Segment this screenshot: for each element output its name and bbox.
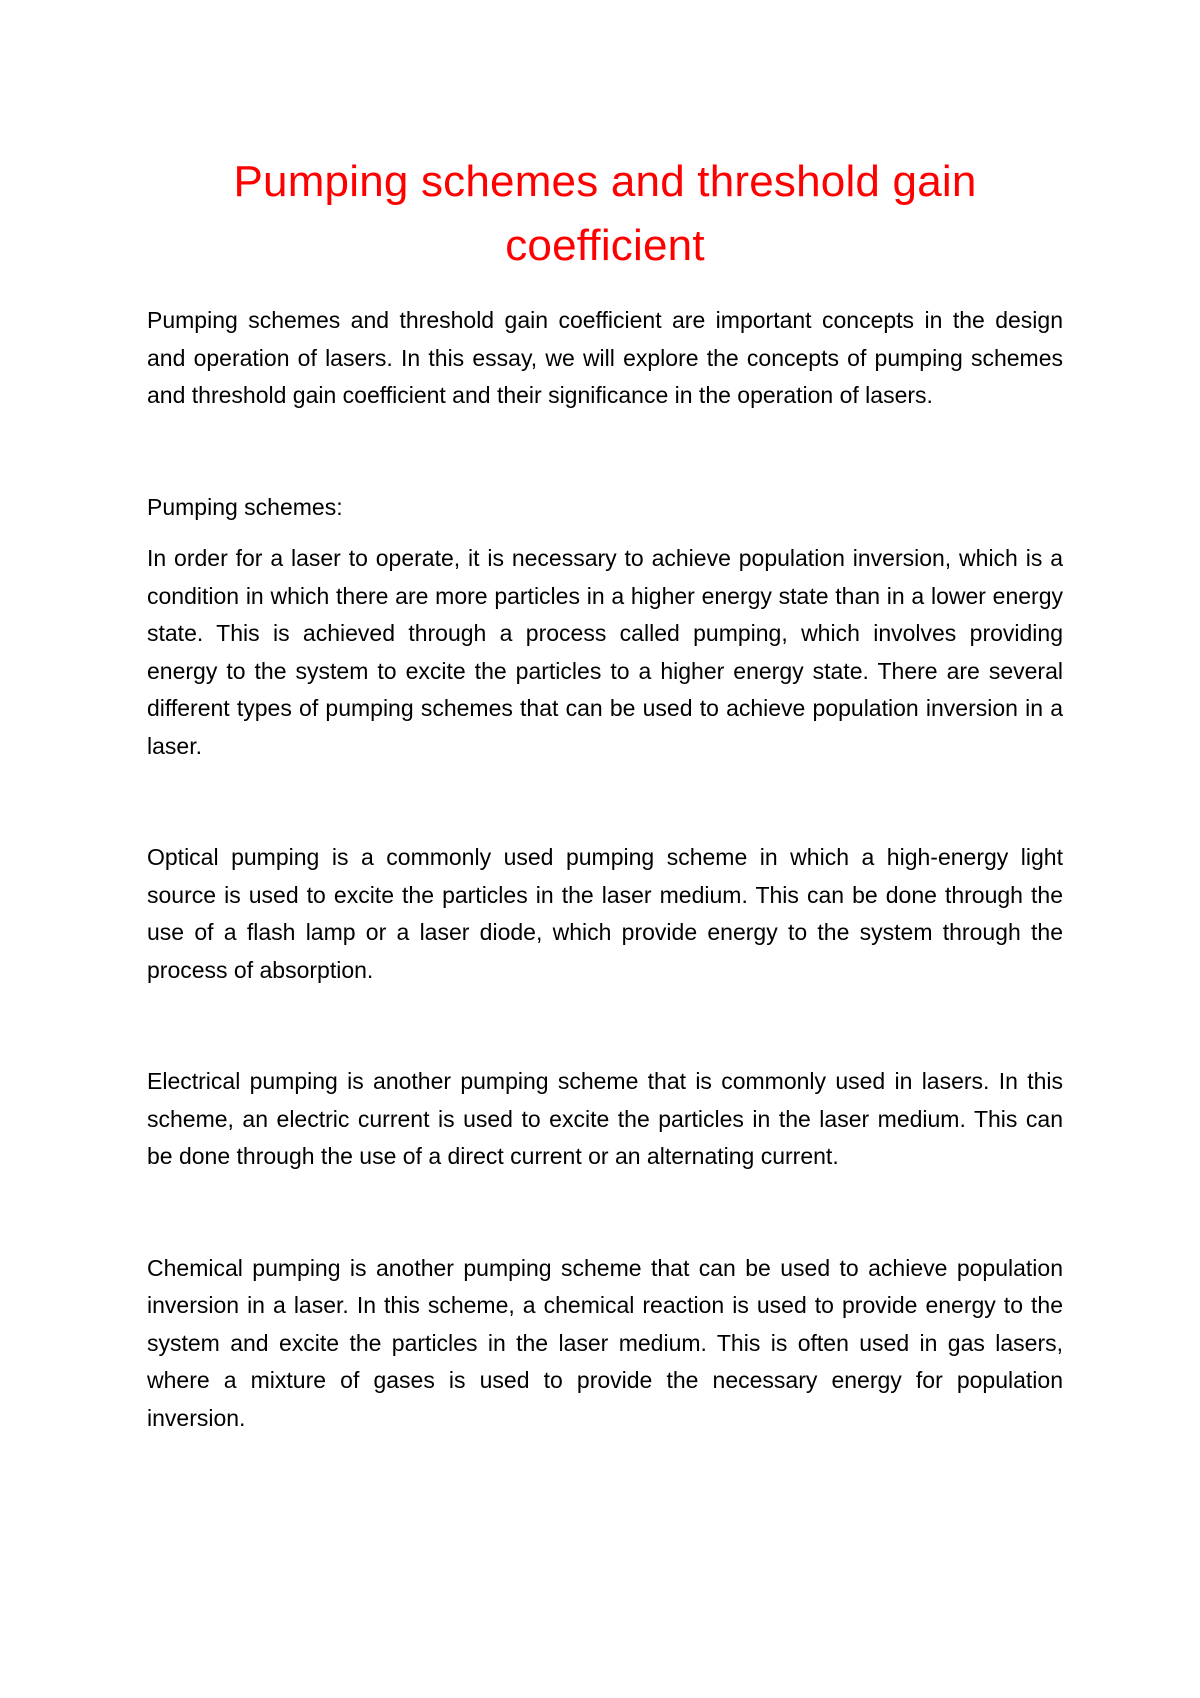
section-heading: Pumping schemes: bbox=[147, 493, 343, 520]
intro-paragraph: Pumping schemes and threshold gain coefficient are important concepts in the design and operation of lasers. In this essay, we will explore the concepts of pumping schemes and threshold gain coefficient and their significance in the operation of lasers. bbox=[147, 307, 1063, 408]
document-title: Pumping schemes and threshold gain coefficient bbox=[233, 157, 977, 270]
paragraph-chemical-pumping: Chemical pumping is another pumping scheme that can be used to achieve population inversion in a laser. In this scheme, a chemical reaction is used to provide energy to the system and excite the particles in the laser medium. This is often used in gas lasers, where a mixture of gases is used to provide the necessary energy for population inversion. bbox=[147, 1254, 1063, 1431]
paragraph-electrical-pumping: Electrical pumping is another pumping scheme that is commonly used in lasers. In this scheme, an electric current is used to excite the particles in the laser medium. This can be done through the use of a direct current or an alternating current. bbox=[147, 1068, 1063, 1169]
document-body bbox=[147, 150, 1063, 1511]
paragraph-population-inversion: In order for a laser to operate, it is necessary to achieve population inversion, which is a condition in which there are more particles in a higher energy state than in a lower energy state. This is achieved through a process called pumping, which involves providing energy to the system to excite the particles to a higher energy state. There are several different types of pumping schemes that can be used to achieve population inversion in a laser. bbox=[147, 545, 1063, 759]
paragraph-optical-pumping: Optical pumping is a commonly used pumping scheme in which a high-energy light source is used to excite the particles in the laser medium. This can be done through the use of a flash lamp or a laser diode, which provide energy to the system through the process of absorption. bbox=[147, 844, 1063, 983]
